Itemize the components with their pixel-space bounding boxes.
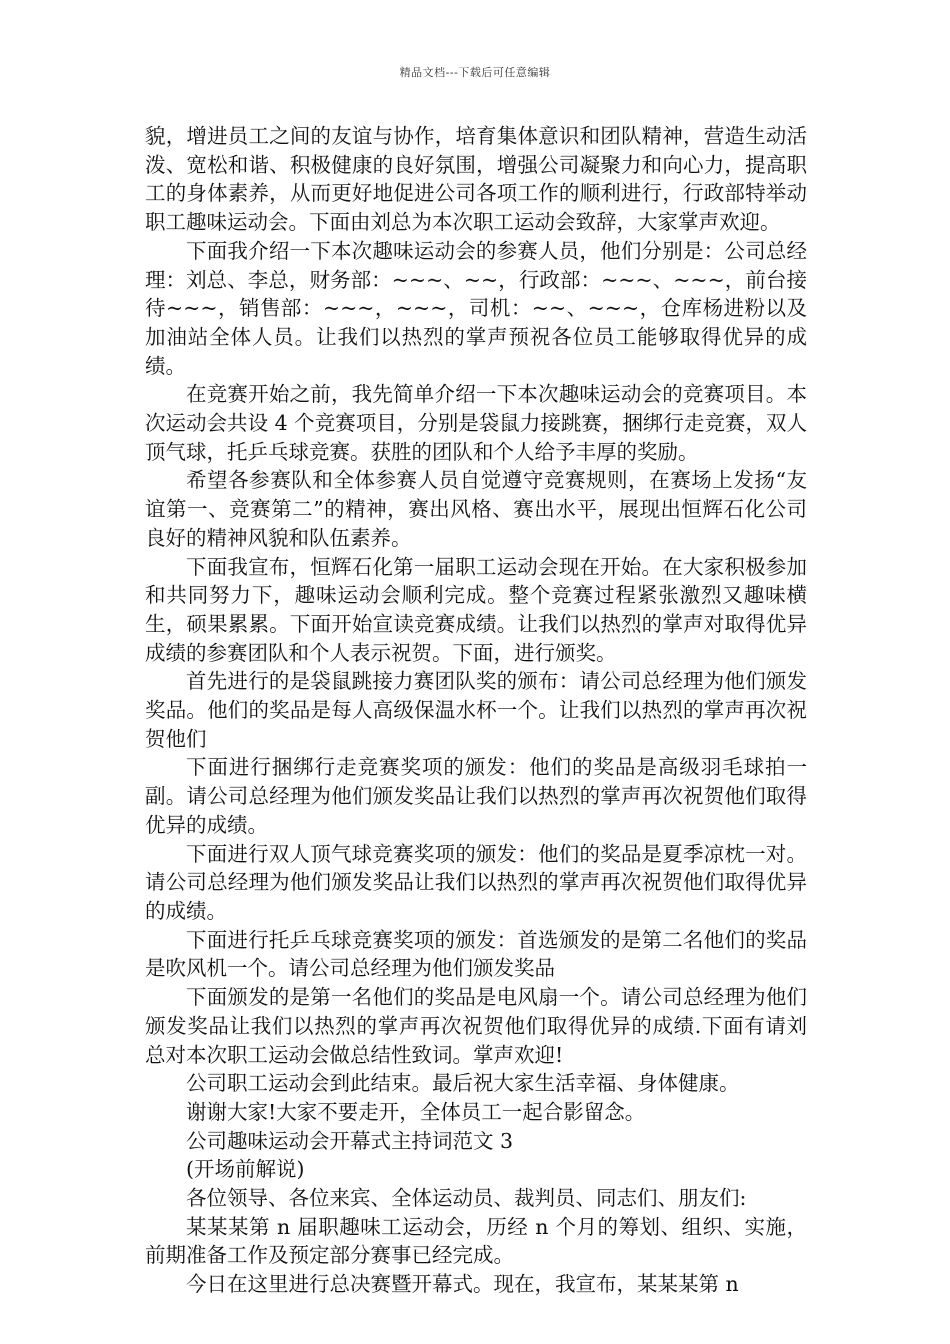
paragraph: 下面颁发的是第一名他们的奖品是电风扇一个。请公司总经理为他们颁发奖品让我们以热烈的掌声再次祝贺他们取得优异的成绩.下面有请刘总对本次职工运动会做总结性致词。掌声欢迎! <box>145 985 807 1067</box>
document-body <box>145 122 807 1299</box>
paragraph: 下面进行双人顶气球竞赛奖项的颁发：他们的奖品是夏季凉枕一对。请公司总经理为他们颁发奖品让我们以热烈的掌声再次祝贺他们取得优异的成绩。 <box>145 841 807 923</box>
page-header: 精品文档---下载后可任意编辑 <box>399 66 551 79</box>
paragraph: 貌，增进员工之间的友谊与协作，培育集体意识和团队精神，营造生动活泼、宽松和谐、积极健康的良好氛围，增强公司凝聚力和向心力，提高职工的身体素养，从而更好地促进公司各项工作的顺利进行，行政部特举动职工趣味运动会。下面由刘总为本次职工运动会致辞，大家掌声欢迎。 <box>145 124 807 235</box>
paragraph: 今日在这里进行总决赛暨开幕式。现在，我宣布，某某某第 n <box>186 1272 739 1297</box>
section-title: 公司趣味运动会开幕式主持词范文 3 <box>186 1128 514 1153</box>
paragraph: 下面进行托乒乓球竞赛奖项的颁发：首选颁发的是第二名他们的奖品是吹风机一个。请公司总经理为他们颁发奖品 <box>145 927 807 981</box>
paragraph: 希望各参赛队和全体参赛人员自觉遵守竞赛规则，在赛场上发扬“友谊第一、竞赛第二”的精神，赛出风格、赛出水平，展现出恒辉石化公司良好的精神风貌和队伍素养。 <box>145 468 807 550</box>
paragraph: 首先进行的是袋鼠跳接力赛团队奖的颁布：请公司总经理为他们颁发奖品。他们的奖品是每人高级保温水杯一个。让我们以热烈的掌声再次祝贺他们 <box>145 669 807 751</box>
paragraph: 下面我宣布，恒辉石化第一届职工运动会现在开始。在大家积极参加和共同努力下，趣味运动会顺利完成。整个竞赛过程紧张激烈又趣味横生，硕果累累。下面开始宣读竞赛成绩。让我们以热烈的掌声对取得优异成绩的参赛团队和个人表示祝贺。下面，进行颁奖。 <box>145 554 807 665</box>
paragraph: 公司职工运动会到此结束。最后祝大家生活幸福、身体健康。 <box>186 1071 740 1096</box>
paragraph: 下面进行捆绑行走竞赛奖项的颁发：他们的奖品是高级羽毛球拍一副。请公司总经理为他们颁发奖品让我们以热烈的掌声再次祝贺他们取得优异的成绩。 <box>145 755 807 837</box>
paragraph: 在竞赛开始之前，我先简单介绍一下本次趣味运动会的竞赛项目。本次运动会共设 4 个竞赛项目，分别是袋鼠力接跳赛，捆绑行走竞赛，双人顶气球，托乒乓球竞赛。获胜的团队和个人给予丰厚的奖励。 <box>145 382 807 464</box>
paragraph: 谢谢大家!大家不要走开，全体员工一起合影留念。 <box>186 1099 646 1124</box>
paragraph: (开场前解说) <box>186 1157 305 1182</box>
paragraph: 各位领导、各位来宾、全体运动员、裁判员、同志们、朋友们: <box>186 1186 747 1211</box>
paragraph: 某某某第 n 届职趣味工运动会，历经 n 个月的筹划、组织、实施，前期准备工作及预定部分赛事已经完成。 <box>145 1214 807 1268</box>
paragraph: 下面我介绍一下本次趣味运动会的参赛人员，他们分别是：公司总经理：刘总、李总，财务部：~~~、~~，行政部：~~~、~~~，前台接待~~~，销售部：~~~，~~~，司机：~~、~~~，仓库杨进粉以及加油站全体人员。让我们以热烈的掌声预祝各位员工能够取得优异的成绩。 <box>145 238 807 378</box>
